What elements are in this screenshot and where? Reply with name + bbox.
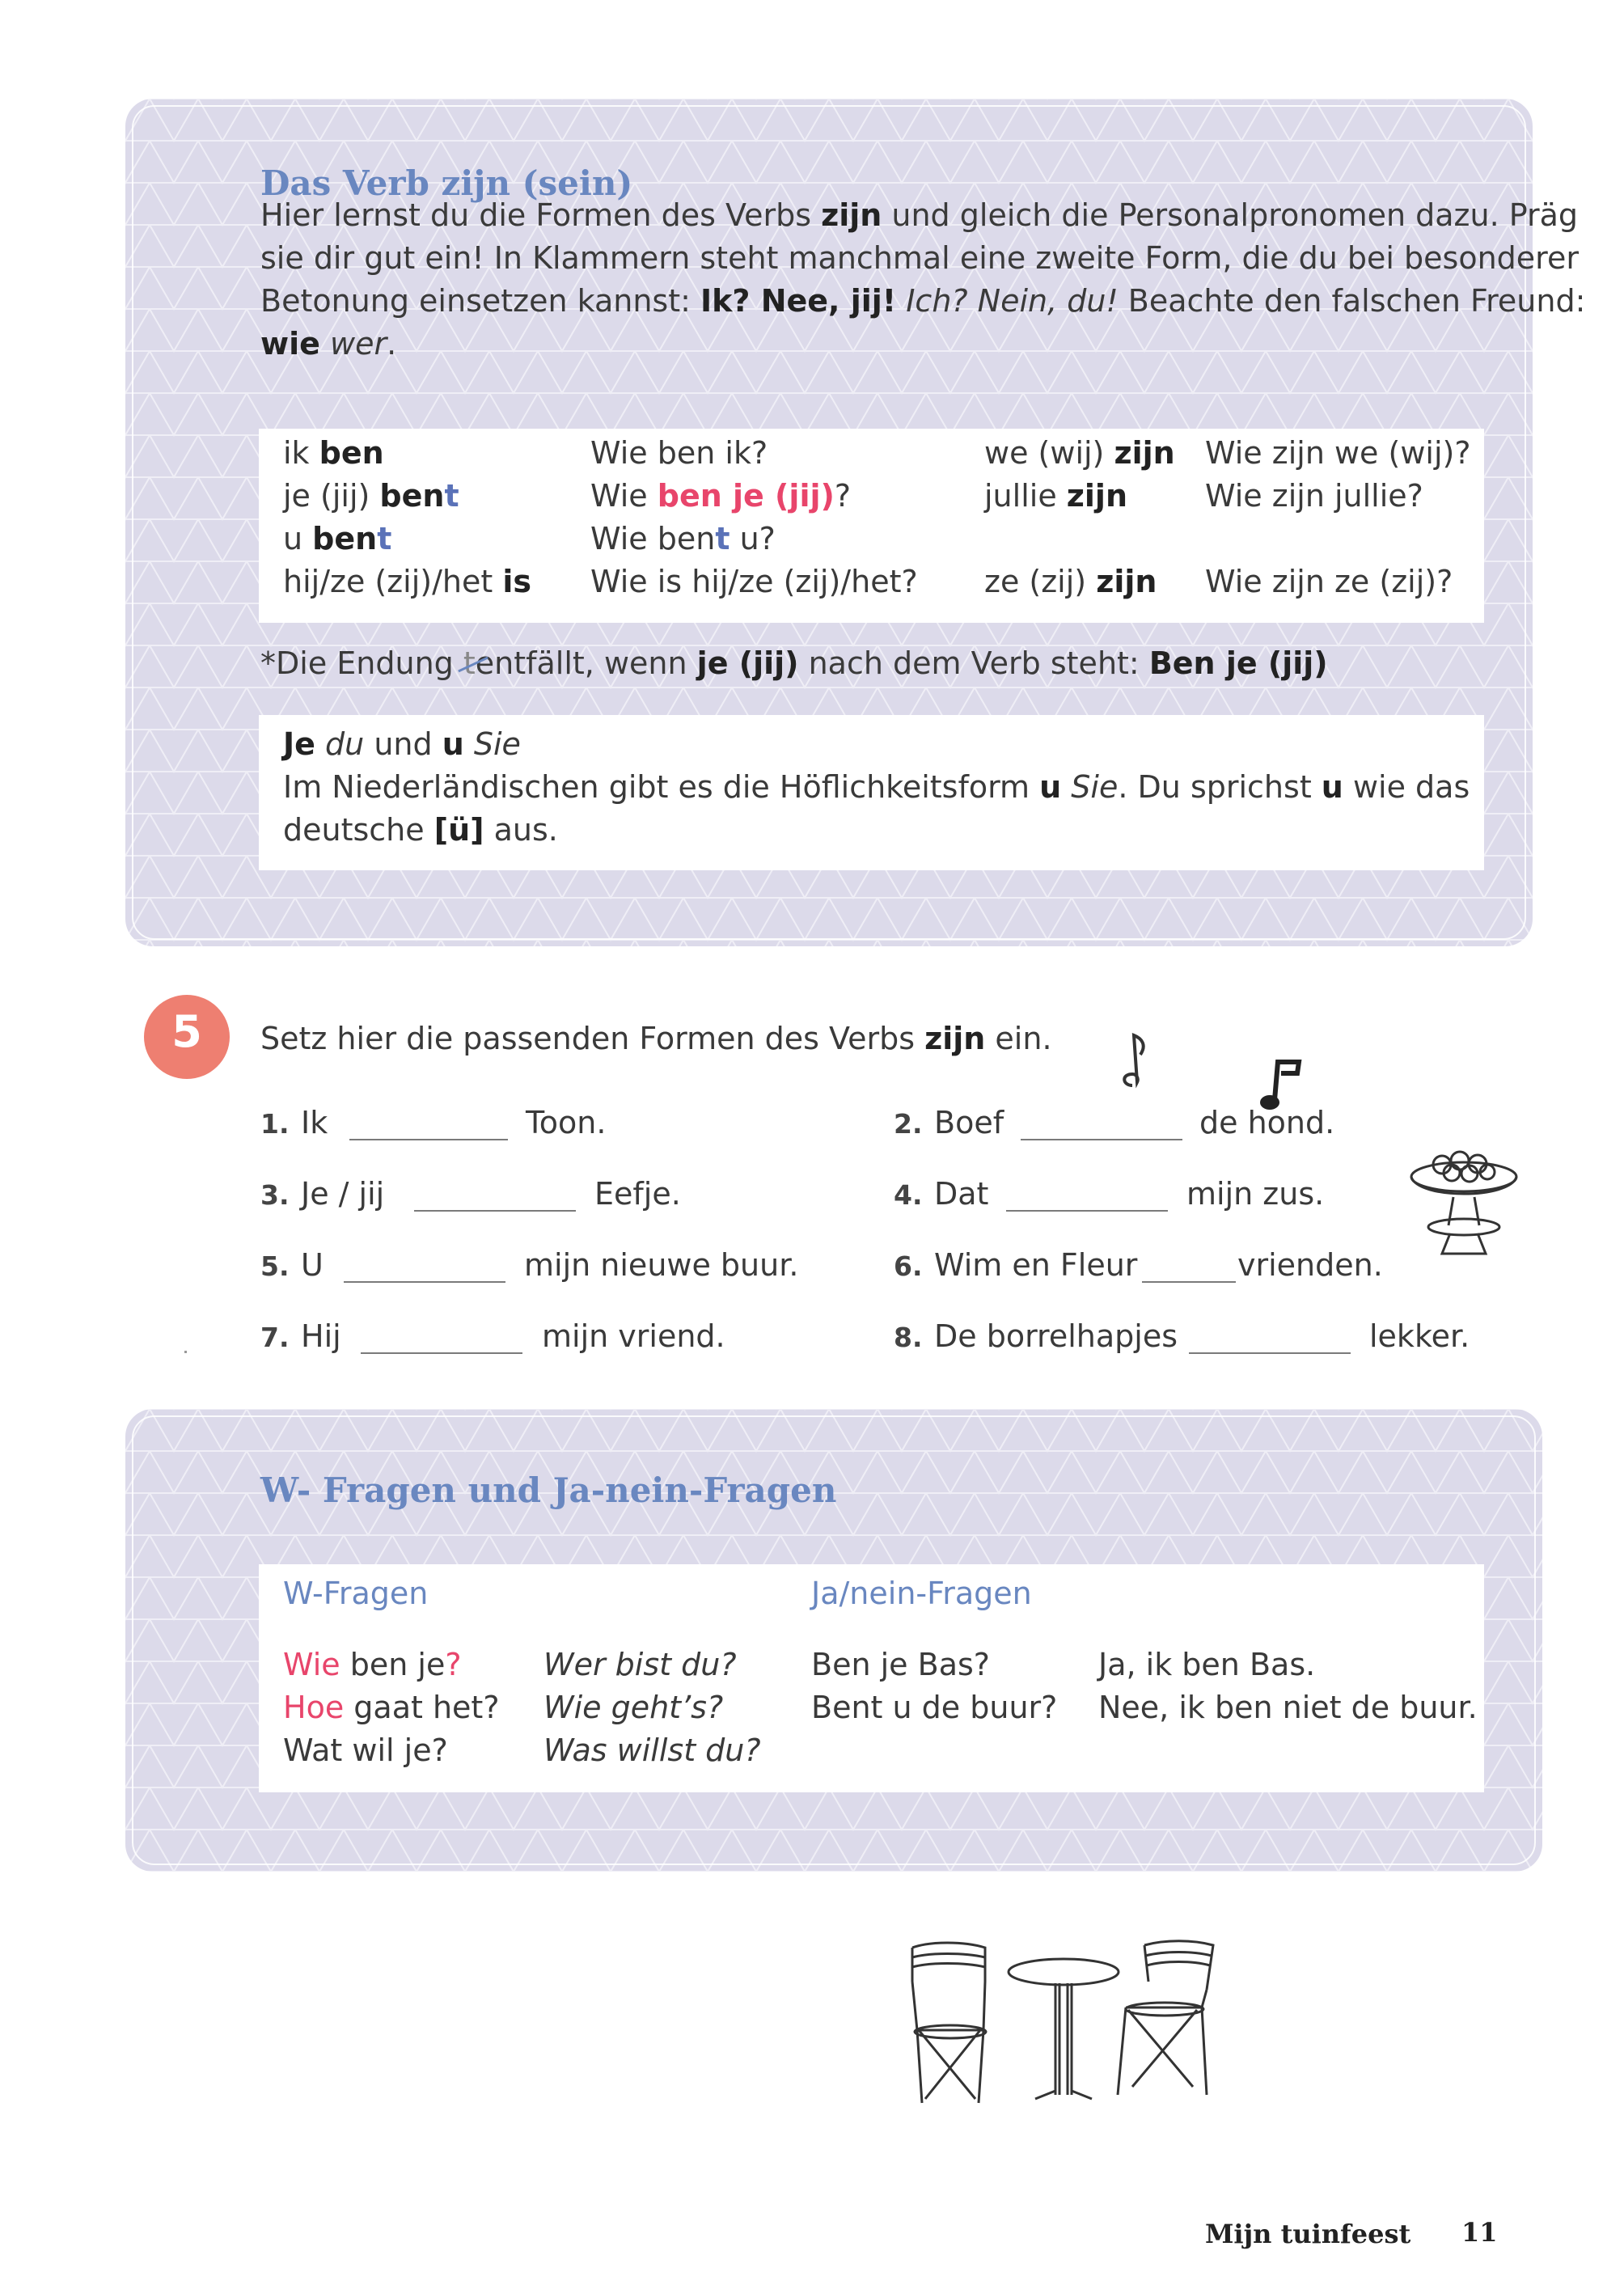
text-run: ein. (985, 1021, 1052, 1056)
text-run: Sie (1071, 769, 1119, 805)
text-run: Sie (473, 726, 521, 762)
conjugation-cell (590, 435, 768, 471)
text-run: ben (319, 435, 384, 471)
item-number: 3. (260, 1179, 290, 1211)
yes-no-questions-header: Ja/nein-Fragen (811, 1576, 1032, 1611)
music-note-icon (1258, 1056, 1307, 1112)
text-run: Wie (283, 1647, 340, 1682)
text-run: wie (260, 326, 320, 362)
item-prompt: U (301, 1247, 324, 1283)
conjugation-cell (1205, 564, 1453, 599)
answer-blank[interactable] (361, 1352, 522, 1354)
item-number: 4. (894, 1179, 923, 1211)
text-run (320, 326, 330, 362)
w-question-translation: Was willst du? (543, 1732, 761, 1768)
answer-blank[interactable] (344, 1281, 505, 1283)
text-run: t (377, 521, 392, 556)
text-run: ben (379, 478, 445, 514)
info-line (283, 769, 1470, 805)
w-question-translation: Wie geht’s? (543, 1690, 724, 1725)
text-run: ben je (jij) (657, 478, 835, 514)
text-run: . (387, 326, 397, 362)
box-title: W- Fragen und Ja-nein-Fragen (260, 1470, 837, 1510)
text-run: deutsche (283, 812, 434, 848)
text-run: Wie zijn we (wij)? (1205, 435, 1471, 471)
item-prompt: Boef (934, 1105, 1004, 1140)
text-run: ze (zij) (984, 564, 1097, 599)
text-run: t (444, 478, 459, 514)
conjugation-cell (984, 435, 1175, 471)
text-run: ik (283, 435, 319, 471)
bistro-table-chairs-icon (906, 1933, 1221, 2103)
text-run: je (jij) (283, 478, 380, 514)
answer-blank[interactable] (1189, 1352, 1351, 1354)
item-prompt: Je / jij (301, 1176, 385, 1212)
text-run: Hier lernst du die Formen des Verbs (260, 197, 822, 233)
conjugation-cell (283, 521, 391, 556)
text-run: Wie ben (590, 521, 716, 556)
answer-blank[interactable] (349, 1139, 508, 1140)
text-run: Ik? Nee, jij! (700, 283, 897, 319)
text-run: ? (834, 478, 852, 514)
grammar-box-questions (125, 1409, 1542, 1872)
conjugation-cell (283, 435, 384, 471)
item-number: 5. (260, 1250, 290, 1282)
item-continuation: Eefje. (594, 1176, 681, 1212)
text-run: du (325, 726, 365, 762)
chapter-title: Mijn tuinfeest (1205, 2219, 1411, 2249)
music-note-icon (1114, 1027, 1155, 1092)
conjugation-cell (590, 521, 776, 556)
intro-text (260, 194, 1603, 366)
text-run: t (715, 521, 730, 556)
text-run: ben je (340, 1647, 446, 1682)
ending-note: *Die Endung t entfällt, wenn je (jij) nach dem Verb steht: Ben je (jij) (260, 645, 1328, 681)
conjugation-cell (590, 478, 851, 514)
conjugation-cell (283, 564, 531, 599)
text-run: zijn (1066, 478, 1128, 514)
item-continuation: mijn nieuwe buur. (524, 1247, 799, 1283)
answer-blank[interactable] (1006, 1210, 1168, 1212)
text-run: zijn (821, 197, 882, 233)
struck-t: t (463, 645, 476, 681)
item-number: 2. (894, 1108, 923, 1140)
item-number: 8. (894, 1322, 923, 1353)
conjugation-table (259, 429, 1484, 623)
w-question (283, 1690, 500, 1725)
conjugation-cell (283, 478, 459, 514)
grammar-box-zijn (125, 99, 1596, 946)
item-prompt: Ik (301, 1105, 328, 1140)
text-run (896, 283, 906, 319)
text-run: Wie (590, 478, 658, 514)
item-continuation: vrienden. (1237, 1247, 1383, 1283)
item-continuation: de hond. (1199, 1105, 1335, 1140)
w-question (283, 1732, 448, 1768)
item-prompt: De borrelhapjes (934, 1318, 1178, 1354)
box-title: Das Verb zijn (sein) (260, 163, 633, 203)
text-run: Hoe (283, 1690, 345, 1725)
item-prompt: Wim en Fleur (934, 1247, 1138, 1283)
text-run: zijn (924, 1021, 986, 1056)
yes-no-answer: Ja, ik ben Bas. (1098, 1647, 1316, 1682)
w-question-translation: Wer bist du? (543, 1647, 737, 1682)
text-run: Ich? Nein, du! (906, 283, 1119, 319)
answer-blank[interactable] (1021, 1139, 1182, 1140)
conjugation-cell (984, 478, 1127, 514)
conjugation-cell (590, 564, 918, 599)
text-run: u? (730, 521, 776, 556)
yes-no-answer: Nee, ik ben niet de buur. (1098, 1690, 1478, 1725)
yes-no-question: Ben je Bas? (811, 1647, 990, 1682)
conjugation-cell (1205, 435, 1471, 471)
text-run: is (502, 564, 532, 599)
text-run: Je (283, 726, 315, 762)
text-run: zijn (1114, 435, 1175, 471)
item-number: 6. (894, 1250, 923, 1282)
text-run: ? (445, 1647, 462, 1682)
text-run: Wie zijn jullie? (1205, 478, 1423, 514)
text-run: gaat het? (344, 1690, 500, 1725)
item-continuation: mijn vriend. (542, 1318, 725, 1354)
item-number: 7. (260, 1322, 290, 1353)
item-prompt: Hij (301, 1318, 341, 1354)
text-run: Setz hier die passenden Formen des Verbs (260, 1021, 925, 1056)
text-run: wer (330, 326, 387, 362)
text-run: jullie (984, 478, 1067, 514)
text-run: Beachte den falschen Freund: (1118, 283, 1596, 319)
text-run: Wie zijn ze (zij)? (1205, 564, 1453, 599)
text-run: [ü] (433, 812, 484, 848)
text-run: hij/ze (zij)/het (283, 564, 503, 599)
item-number: 1. (260, 1108, 290, 1140)
questions-table (259, 1564, 1484, 1792)
text-run: u (1321, 769, 1343, 805)
text-run: wie das (1343, 769, 1470, 805)
info-line (283, 812, 558, 848)
text-run (464, 726, 474, 762)
text-run: u (283, 521, 313, 556)
text-run: und (364, 726, 442, 762)
stray-mark (184, 1351, 187, 1353)
text-run (1061, 769, 1071, 805)
item-continuation: Toon. (526, 1105, 607, 1140)
info-line (283, 726, 521, 762)
conjugation-cell (1205, 478, 1423, 514)
item-prompt: Dat (934, 1176, 989, 1212)
text-run: Wat wil je? (283, 1732, 448, 1768)
item-continuation: mijn zus. (1186, 1176, 1325, 1212)
text-run: we (wij) (984, 435, 1114, 471)
text-run: ben (312, 521, 378, 556)
text-run: u (1039, 769, 1062, 805)
answer-blank[interactable] (1142, 1281, 1236, 1283)
page-number: 11 (1461, 2217, 1498, 2248)
answer-blank[interactable] (414, 1210, 576, 1212)
text-run: zijn (1096, 564, 1157, 599)
exercise-instruction (260, 1021, 1052, 1056)
text-run: Wie ben ik? (590, 435, 768, 471)
text-run: u (442, 726, 464, 762)
item-continuation: lekker. (1369, 1318, 1470, 1354)
conjugation-cell (984, 564, 1157, 599)
text-run: Im Niederländischen gibt es die Höflichkeitsform (283, 769, 1040, 805)
text-run: . Du sprichst (1118, 769, 1322, 805)
je-u-infobox (259, 715, 1484, 870)
text-run (315, 726, 325, 762)
w-questions-header: W-Fragen (283, 1576, 429, 1611)
text-run: und gleich die Personalpronomen dazu. Präg sie dir gut ein! In Klammern steht manchmal eine zweite Form, die du bei besonderer Betonung einsetzen kannst: (260, 197, 1589, 319)
exercise-number: 5 (171, 1006, 202, 1057)
yes-no-question: Bent u de buur? (811, 1690, 1058, 1725)
text-run: Wie is hij/ze (zij)/het? (590, 564, 918, 599)
fruit-bowl-icon (1403, 1136, 1525, 1262)
text-run: aus. (484, 812, 558, 848)
w-question (283, 1647, 462, 1682)
